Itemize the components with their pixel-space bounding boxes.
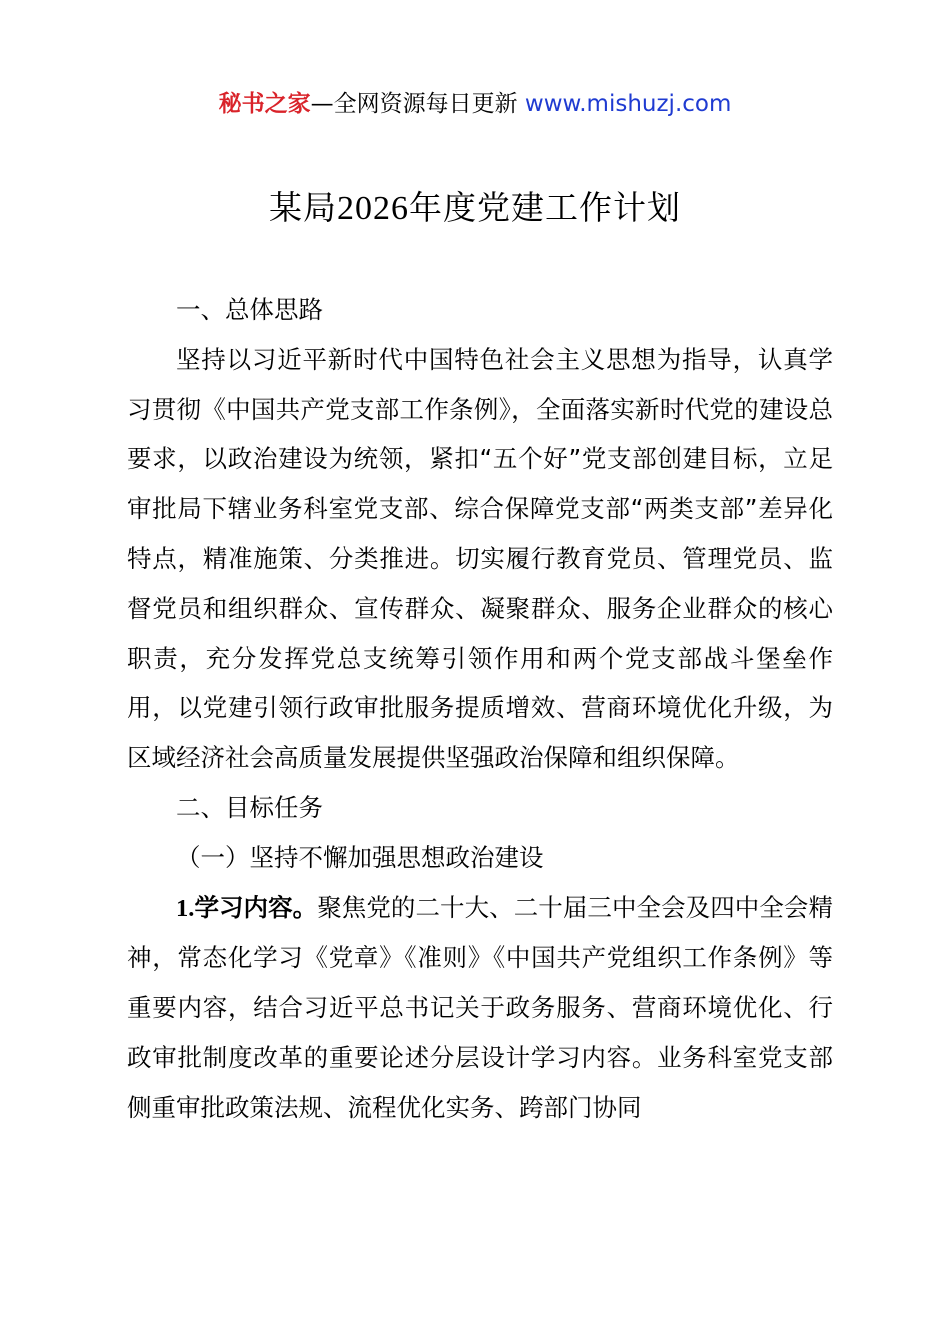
paragraph-item-1 — [127, 883, 833, 1133]
title-year: 2026 — [337, 190, 409, 227]
paragraph-overall: 坚持以习近平新时代中国特色社会主义思想为指导，认真学习贯彻《中国共产党支部工作条例》，全面落实新时代党的建设总要求，以政治建设为统领，紧扣“五个好”党支部创建目标，立足审批局下辖业务科室党支部、综合保障党支部“两类支部”差异化特点，精准施策、分类推进。切实履行教育党员、管理党员、监督党员和组织群众、宣传群众、凝聚群众、服务企业群众的核心职责，充分发挥党总支统筹引领作用和两个党支部战斗堡垒作用，以党建引领行政审批服务提质增效、营商环境优化升级，为区域经济社会高质量发展提供坚强政治保障和组织保障。 — [127, 344, 833, 773]
section-heading-goals: 二、目标任务 — [176, 792, 323, 822]
title-suffix: 年度党建工作计划 — [409, 188, 681, 227]
section-heading-overall: 一、总体思路 — [176, 295, 323, 324]
header-tagline: —全网资源每日更新 — [310, 91, 518, 117]
site-header — [0, 86, 950, 122]
item-lead: 学习内容。 — [194, 892, 318, 922]
document-body — [127, 285, 833, 1133]
item-text: 聚焦党的二十大、二十届三中全会及四中全会精神，常态化学习《党章》《准则》《中国共产党组织工作条例》等重要内容，结合习近平总书记关于政务服务、营商环境优化、行政审批制度改革的重要论述分层设计学习内容。业务科室党支部侧重审批政策法规、流程优化实务、跨部门协同 — [127, 892, 833, 1122]
item-number: 1. — [176, 894, 195, 922]
subsection-heading-ideology: （一）坚持不懈加强思想政治建设 — [176, 842, 544, 872]
document-title — [0, 183, 950, 234]
brand-name: 秘书之家 — [218, 91, 311, 117]
title-prefix: 某局 — [269, 188, 337, 227]
site-url-link[interactable]: www.mishuzj.com — [524, 91, 732, 117]
